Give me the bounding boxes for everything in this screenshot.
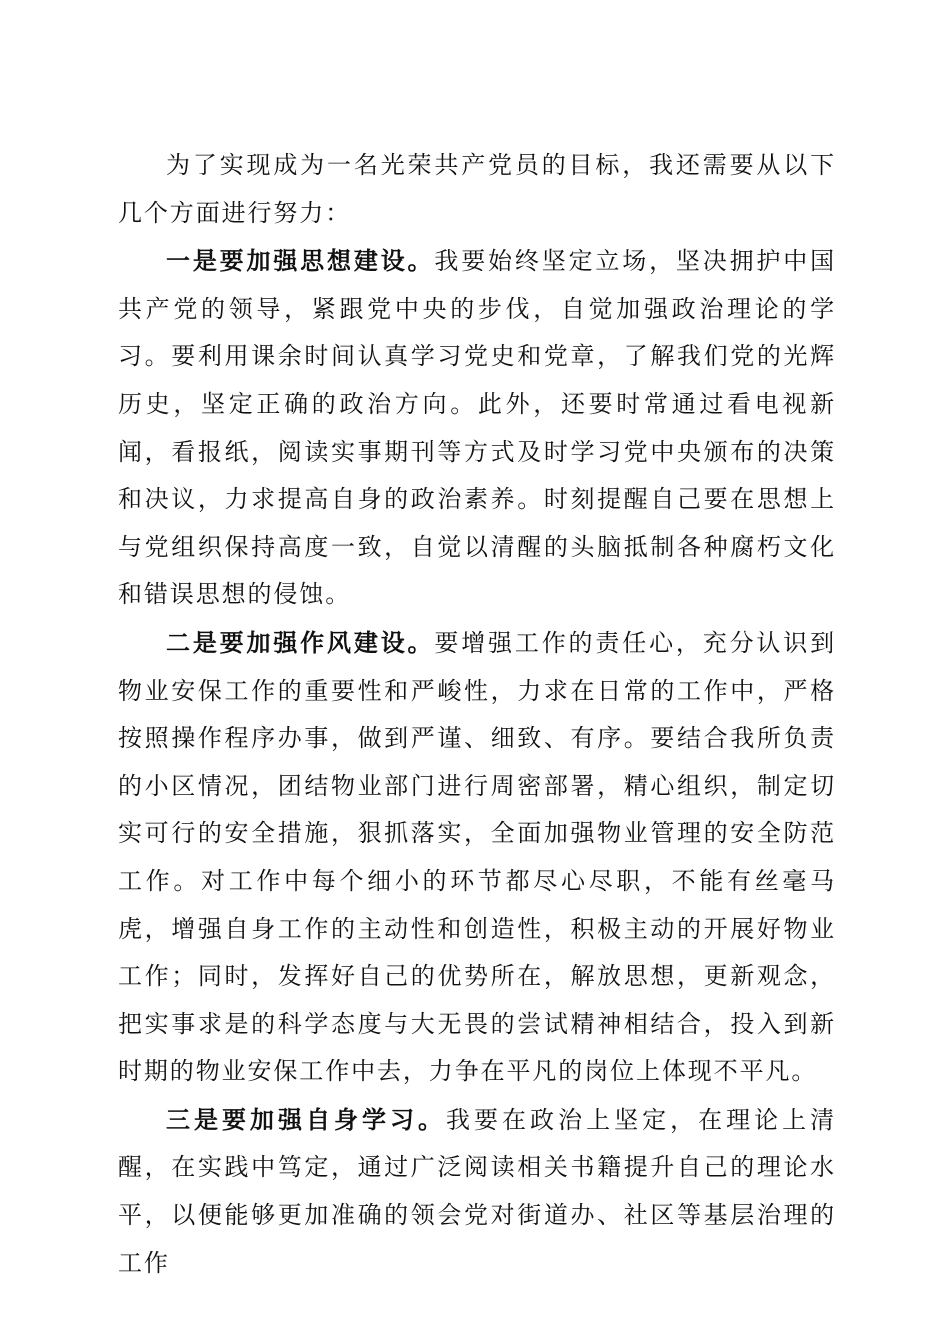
section-body-1: 我要始终坚定立场，坚决拥护中国共产党的领导，紧跟党中央的步伐，自觉加强政治理论的学习。要利用课余时间认真学习党史和党章，了解我们党的光辉历史，坚定正确的政治方向。此外，还要时常通过看电视新闻，看报纸，阅读实事期刊等方式及时学习党中央颁布的决策和决议，力求提高自身的政治素养。时刻提醒自己要在思想上与党组织保持高度一致，自觉以清醒的头脑抵制各种腐朽文化和错误思想的侵蚀。 xyxy=(118,247,836,609)
section-paragraph-1 xyxy=(118,237,836,619)
section-lead-3: 三是要加强自身学习。 xyxy=(166,1104,447,1134)
section-lead-1: 一是要加强思想建设。 xyxy=(166,246,435,276)
section-lead-2: 二是要加强作风建设。 xyxy=(166,627,435,657)
document-body xyxy=(118,142,836,1287)
intro-paragraph: 为了实现成为一名光荣共产党员的目标，我还需要从以下几个方面进行努力： xyxy=(118,151,836,227)
section-paragraph-2 xyxy=(118,619,836,1096)
section-body-2: 要增强工作的责任心，充分认识到物业安保工作的重要性和严峻性，力求在日常的工作中，严格按照操作程序办事，做到严谨、细致、有序。要结合我所负责的小区情况，团结物业部门进行周密部署，精心组织，制定切实可行的安全措施，狠抓落实，全面加强物业管理的安全防范工作。对工作中每个细小的环节都尽心尽职，不能有丝毫马虎，增强自身工作的主动性和创造性，积极主动的开展好物业工作；同时，发挥好自己的优势所在，解放思想，更新观念，把实事求是的科学态度与大无畏的尝试精神相结合，投入到新时期的物业安保工作中去，力争在平凡的岗位上体现不平凡。 xyxy=(118,628,836,1086)
section-paragraph-3 xyxy=(118,1096,836,1287)
section-body-3: 我要在政治上坚定，在理论上清醒，在实践中笃定，通过广泛阅读相关书籍提升自己的理论水平，以便能够更加准确的领会党对街道办、社区等基层治理的工作 xyxy=(118,1105,836,1277)
